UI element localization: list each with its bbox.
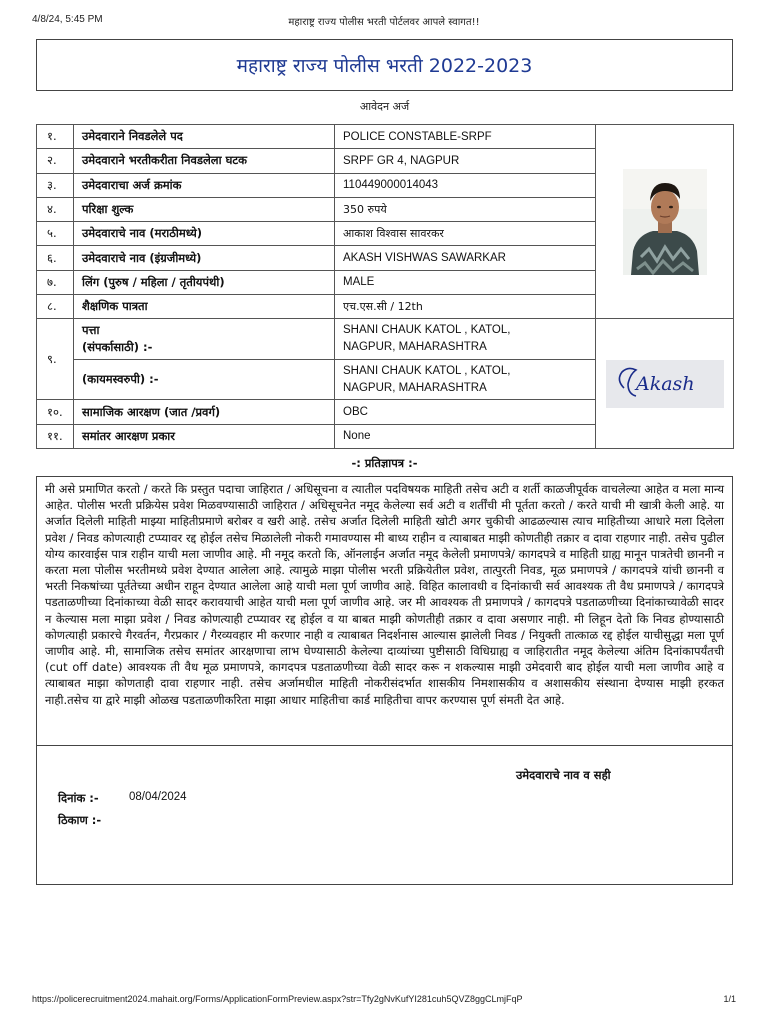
field-value: AKASH VISHWAS SAWARKAR: [335, 246, 596, 270]
field-label: समांतर आरक्षण प्रकार: [74, 424, 335, 448]
row-number: ८.: [37, 295, 74, 319]
permanent-address-label: (कायमस्वरुपी) :-: [74, 359, 335, 400]
row-number: ७.: [37, 270, 74, 294]
print-page-title: महाराष्ट्र राज्य पोलीस भरती पोर्टलवर आपले स्वागत!!: [288, 17, 480, 28]
declaration-heading: -: प्रतिज्ञापत्र :-: [351, 456, 418, 470]
field-value: POLICE CONSTABLE-SRPF: [335, 125, 596, 149]
field-label: उमेदवाराने निवडलेले पद: [74, 125, 335, 149]
field-label: उमेदवाराने भरतीकरीता निवडलेला घटक: [74, 149, 335, 173]
page-subtitle: आवेदन अर्ज: [359, 100, 410, 113]
field-label: परिक्षा शुल्क: [74, 197, 335, 221]
browser-print-header: [32, 14, 736, 28]
field-value: आकाश विश्वास सावरकर: [335, 222, 596, 246]
title-box: [36, 39, 733, 91]
permanent-address-line: NAGPUR, MAHARASHTRA: [343, 381, 487, 394]
contact-address-line: NAGPUR, MAHARASHTRA: [343, 341, 487, 354]
row-number: २.: [37, 149, 74, 173]
photo-cell: [596, 125, 734, 319]
field-value: None: [335, 424, 596, 448]
field-label: लिंग (पुरुष / महिला / तृतीयपंथी): [74, 270, 335, 294]
candidate-name-signature-label: उमेदवाराचे नाव व सही: [516, 768, 611, 782]
browser-print-footer: [32, 994, 736, 1008]
row-number: ९.: [37, 319, 74, 400]
contact-address-line: SHANI CHAUK KATOL , KATOL,: [343, 324, 511, 337]
field-label: शैक्षणिक पात्रता: [74, 295, 335, 319]
table-row: [37, 125, 734, 149]
row-number: १.: [37, 125, 74, 149]
print-url: https://policerecruitment2024.mahait.org/Forms/ApplicationFormPreview.aspx?str=Tfy2gNvKufYI281cuh5QVZ8ggCLmjFqP: [32, 994, 523, 1004]
application-form-table: [36, 124, 734, 449]
print-timestamp: 4/8/24, 5:45 PM: [32, 14, 103, 25]
field-label: उमेदवाराचा अर्ज क्रमांक: [74, 173, 335, 197]
field-label: उमेदवाराचे नाव (मराठीमध्ये): [74, 222, 335, 246]
row-number: १०.: [37, 400, 74, 424]
signature-text: Akash: [635, 372, 695, 395]
field-value: SRPF GR 4, NAGPUR: [335, 149, 596, 173]
field-value: MALE: [335, 270, 596, 294]
field-value: 350 रुपये: [335, 197, 596, 221]
address-label: पत्ता: [82, 323, 100, 338]
contact-address-label: (संपर्कासाठी) :-: [82, 340, 153, 355]
print-page-number: 1/1: [723, 994, 736, 1004]
candidate-signature: [606, 360, 724, 408]
field-value: एच.एस.सी / 12th: [335, 295, 596, 319]
address-label-contact: [74, 319, 335, 360]
signature-cell: [596, 319, 734, 449]
row-number: ४.: [37, 197, 74, 221]
contact-address-value: [335, 319, 596, 360]
date-label: दिनांक :-: [58, 791, 99, 805]
permanent-address-line: SHANI CHAUK KATOL , KATOL,: [343, 364, 511, 377]
row-number: ५.: [37, 222, 74, 246]
place-label: ठिकाण :-: [58, 813, 102, 827]
field-value: 110449000014043: [335, 173, 596, 197]
field-label: सामाजिक आरक्षण (जात /प्रवर्ग): [74, 400, 335, 424]
row-number: ११.: [37, 424, 74, 448]
candidate-photo: [623, 169, 707, 275]
signature-block: [36, 746, 733, 885]
row-number: ६.: [37, 246, 74, 270]
field-label: उमेदवाराचे नाव (इंग्रजीमध्ये): [74, 246, 335, 270]
date-value: 08/04/2024: [129, 791, 187, 803]
field-value: OBC: [335, 400, 596, 424]
permanent-address-value: [335, 359, 596, 400]
table-row-address-contact: [37, 319, 734, 360]
page-title: महाराष्ट्र राज्य पोलीस भरती 2022-2023: [236, 55, 533, 77]
declaration-box: [36, 476, 733, 746]
row-number: ३.: [37, 173, 74, 197]
declaration-text: मी असे प्रमाणित करतो / करते कि प्रस्तुत पदाचा जाहिरात / अधिसूचना व त्यातील पदविषयक माहिती तसेच अटी व शर्ती काळजीपूर्वक वाचलेल्या आहेत व मला मान्य आहेत. पोलीस भरती प्रक्रियेस प्रवेश मिळवण्यासाठी जाहिरात / अधिसूचनेत नमूद केलेल्या सर्व अटी व शर्तींची मी पूर्तता करतो / करते याची मी खात्री केली आहे. या अर्जात दिलेली माहिती माझ्या माहितीप्रमाणे बरोबर व खरी आहे. तसेच अर्जात दिलेली माहिती खोटी अगर चुकीची आढळल्यास त्याच माहितीच्या आधारे मला दिलेला प्रवेश / निवड कोणत्याही टप्प्यावर रद्द होईल तसेच मिळालेली नोकरी गमावण्यास मी बाध्य राहीन व त्याबाबत माझी कोणतीही तक्रार व दावा राहणार नाही. तसेच पुढील योग्य कारवाईस पात्र राहीन याची मला जाणीव आहे. मी नमूद करतो कि, ऑनलाईन अर्जात नमूद केलेली प्रमाणपत्रे/ कागदपत्रे व माहिती ग्राह्य मानून पात्रतेची छाननी न करता मला पोलीस भरतीमध्ये प्रवेश देण्यात आलेला आहे. त्यामुळे माझा पोलीस भरती प्रक्रियेतील प्रवेश, तात्पुरती निवड, मूळ प्रमाणपत्रे / कागदपत्रे यांची छाननी व भरती निकषांच्या पूर्ततेच्या अधीन राहून देण्यात आलेला आहे याची मला पूर्ण जाणीव आहे. विहित कालावधी व दिनांकाची सर्व आवश्यक ती वैध प्रमाणपत्रे / कागदपत्रे पडताळणीच्या दिनांकाच्या वेळी सादर करावयाची आहेत याची मला पूर्ण जाणीव आहे. जर मी आवश्यक ती प्रमाणपत्रे / कागदपत्रे पडताळणीच्या दिनांकाच्यावेळी सादर न केल्यास मला माझा प्रवेश / निवड कोणत्याही टप्प्यावर रद्द होईल व या बाबत माझी कोणतीही तक्रार व दावा असणार नाही. मी लिहून देतो कि निवड होण्यासाठी कोणत्याही प्रकारचे गैरवर्तन, गैरप्रकार / गैरव्यवहार मी करणार नाही व त्याबाबत निदर्शनास आल्यास झालेली निवड / नियुक्ती तात्काळ रद्द होईल याचीसुद्धा मला पूर्ण जाणीव आहे. मी, सामाजिक तसेच समांतर आरक्षणाचा लाभ घेण्यासाठी केलेल्या दाव्यांच्या पुष्टीसाठी विधिग्राह्य व जाहिरातीत नमूद केलेल्या अंतिम दिनांकापर्यंतची (cut off date) आवश्यक ती वैध मूळ प्रमाणपत्रे, कागदपत्र पडताळणीच्या वेळी सादर करू न शकल्यास माझी उमेदवारी बाद होईल याची मला जाणीव आहे व त्याबाबत माझा कोणताही दावा राहणार नाही. तसेच अर्जामधील माहिती नोकरीसंदर्भात शासकीय निमशासकीय व अशासकीय संस्थाना देण्यास माझी हरकत नाही.तसेच या द्वारे माझी ओळख पडताळणीकरिता माझा आधार माहितीचा कार्ड माहितीचा वापर करण्यास पूर्ण संमती देत आहे.: [45, 482, 724, 707]
